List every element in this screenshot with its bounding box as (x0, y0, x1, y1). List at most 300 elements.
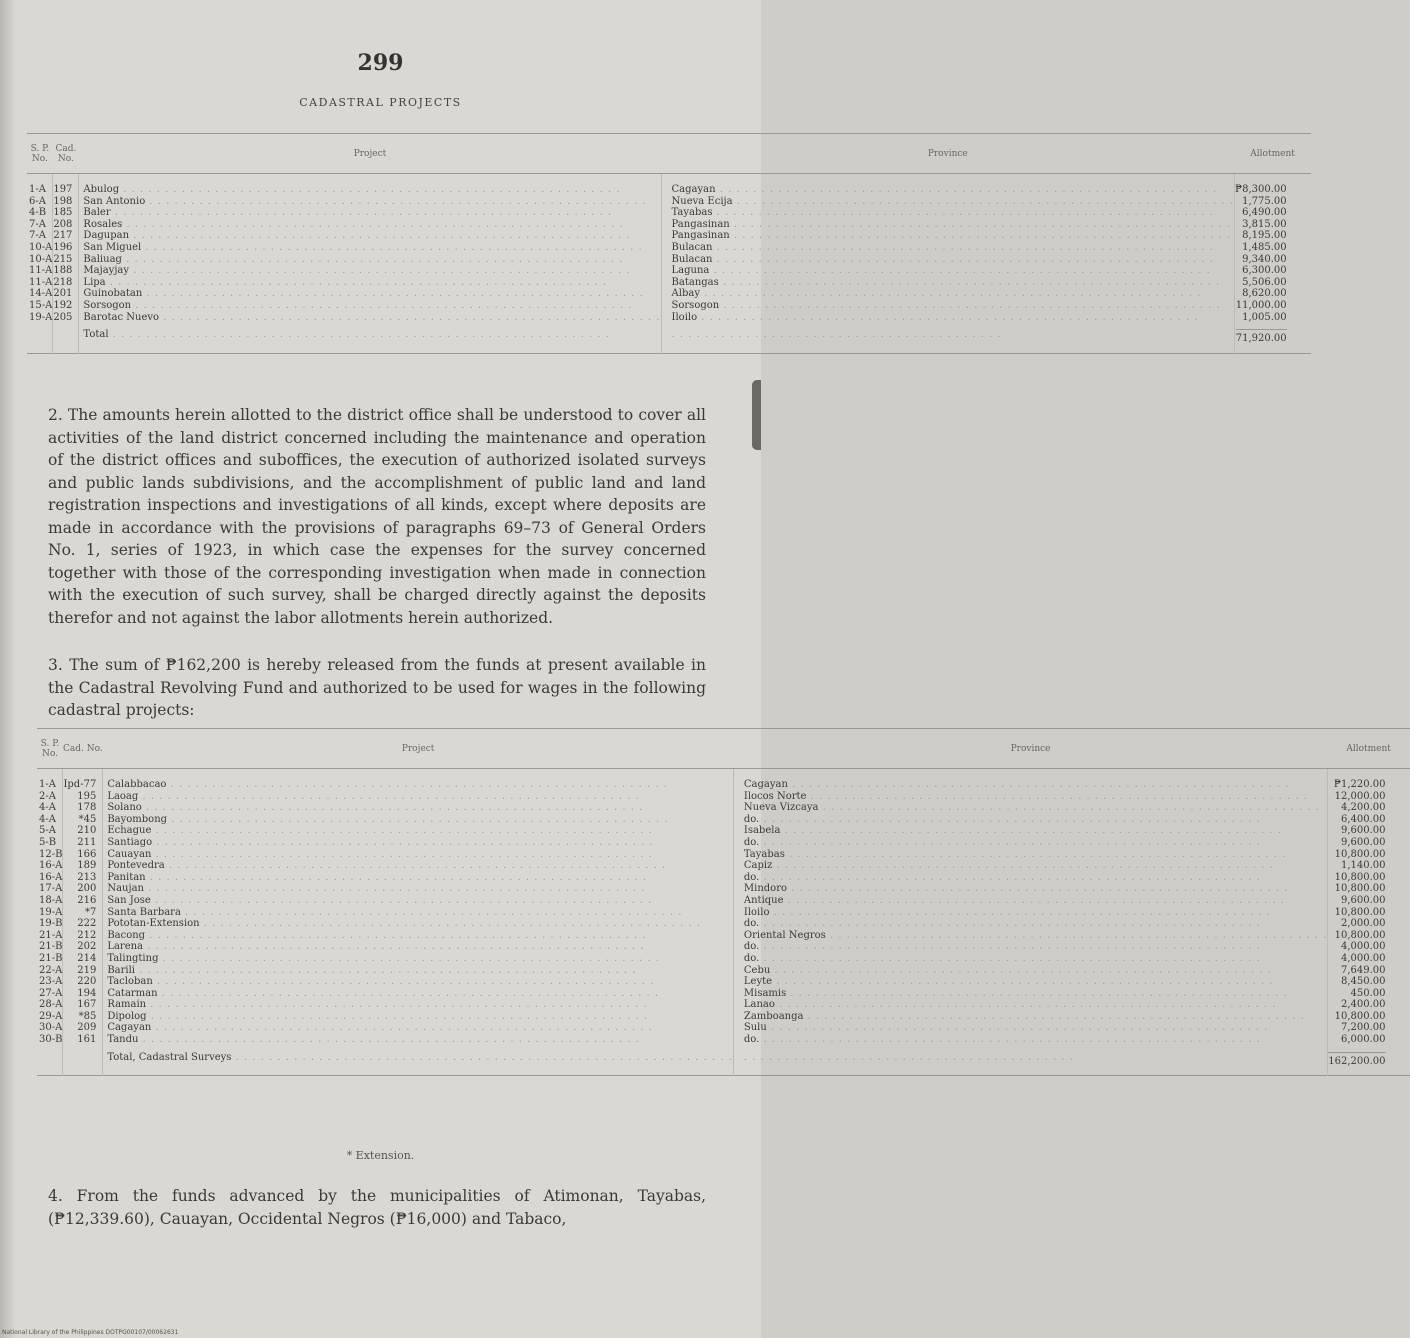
cell-province-text: Ilocos Norte (743, 790, 807, 802)
cell-project (79, 219, 661, 231)
cell-province-text: Tayabas (671, 207, 713, 219)
cell-project-text: Guinobatan (83, 288, 143, 300)
cell-cad-no-text: 219 (77, 964, 97, 976)
cell-province (661, 254, 1235, 266)
cell-province-text: Cebu (743, 964, 771, 976)
cell-project-text: Talingting (107, 952, 159, 964)
cell-province (733, 791, 1327, 803)
cell-project (103, 895, 734, 907)
table-row (37, 860, 1410, 872)
cell-project (103, 1034, 734, 1046)
table-row (37, 999, 1410, 1011)
cell-allotment-text: 10,800.00 (1334, 883, 1386, 895)
cell-allotment-text: 8,620.00 (1242, 288, 1287, 300)
cell-sp-no-text: 21-B (39, 941, 63, 953)
total-label (79, 323, 661, 353)
cell-allotment-text: 11,000.00 (1235, 299, 1287, 311)
cell-sp-no-text: 18-A (39, 894, 63, 906)
cell-sp-no (37, 976, 63, 988)
cell-province (733, 1022, 1327, 1034)
leader-dots: . . . . . . . . . . . . . . . . . . . . . . . . . . . . . . . . . . . . . . . . . . . . . . . . . . . . . . . . . . . . (759, 836, 1261, 848)
cell-project-text: Bayombong (107, 813, 168, 825)
cell-allotment (1235, 254, 1311, 266)
cell-allotment (1235, 219, 1311, 231)
cell-province-text: Leyte (743, 976, 773, 988)
leader-dots: . . . . . . . . . . . . . . . . . . . . . . . . . . . . . . . . . . . . . . . . . . . . . . . . . . . . . . . . . . . . (759, 952, 1261, 964)
total-label-text: Total (83, 329, 109, 341)
cell-project-text: Rosales (83, 218, 123, 230)
cell-province-text: do. (743, 871, 760, 883)
cell-allotment (1328, 907, 1410, 919)
table-header-row (27, 134, 1311, 174)
cell-project (79, 230, 661, 242)
cell-sp-no-text: 6-A (29, 195, 46, 207)
cell-cad-no (53, 254, 79, 266)
cell-cad-no (63, 965, 103, 977)
cell-sp-no (37, 883, 63, 895)
cell-sp-no (37, 907, 63, 919)
cell-province-text: Sulu (743, 1022, 767, 1034)
cell-allotment (1235, 196, 1311, 208)
cell-sp-no (37, 965, 63, 977)
cell-allotment (1235, 288, 1311, 300)
cell-cad-no-text: *45 (78, 813, 97, 825)
cell-allotment (1235, 265, 1311, 277)
cell-allotment (1235, 300, 1311, 312)
cell-allotment (1328, 791, 1410, 803)
leader-dots: . . . . . . . . . . . . . . . . . . . . . . . . . . . . . . . . . . . . . . . . . . . . . . . . . . . . . . . . . . . . (121, 253, 624, 265)
cell-province-text: Isabela (743, 825, 781, 837)
cell-sp-no (27, 300, 53, 312)
cell-cad-no-text: 220 (77, 976, 97, 988)
cell-cad-no-text: 211 (77, 836, 97, 848)
cell-allotment (1328, 953, 1410, 965)
cell-project (103, 999, 734, 1011)
cell-sp-no-text: 4-A (39, 813, 56, 825)
leader-dots: . . . . . . . . . . . . . . . . . . . . . . . . . . . . . . . . . . . . . . . . . . . . . . . . . . . . . . . . . . . . (105, 276, 608, 288)
cell-cad-no (63, 895, 103, 907)
cell-sp-no (27, 277, 53, 289)
table-row (37, 802, 1410, 814)
cell-project-text: Sorsogon (83, 299, 132, 311)
cell-allotment (1235, 242, 1311, 254)
cell-allotment (1328, 895, 1410, 907)
cell-province (733, 953, 1327, 965)
leader-dots: . . . . . . . . . . . . . . . . . . . . . . . . . . . . . . . . . . . . . . . . . . . . . . . . . . . . . . . . . . . . (766, 1022, 1269, 1034)
cell-province-text: Batangas (671, 276, 719, 288)
cell-province-text: Pangasinan (671, 230, 730, 242)
cell-sp-no (37, 953, 63, 965)
table-row (37, 976, 1410, 988)
cell-province (661, 219, 1235, 231)
cell-project-text: San Jose (107, 894, 151, 906)
header-allotment: Allotment (1235, 134, 1311, 174)
cell-cad-no (63, 837, 103, 849)
cell-project (103, 802, 734, 814)
leader-dots: . . . . . . . . . . . . . . . . . . . . . . . . . . . . . . . . . . . . . . . . . . . . . . . . . . . . . . . . . . . . (143, 883, 646, 895)
cell-cad-no-text: 196 (53, 241, 73, 253)
cell-allotment (1328, 860, 1410, 872)
leader-dots: . . . . . . . . . . . . . . . . . . . . . . . . . . . . . . . . . . . . . . . . . . . . . . . . . . . . . . . . . . . . (759, 1034, 1261, 1046)
cell-province-text: Lanao (743, 999, 775, 1011)
paragraph-3: 3. The sum of ₱162,200 is hereby released from the funds at present available in the Cadastral Revolving Fund and authorized to be used for wages in the following cadastral projects: (48, 656, 706, 719)
cell-province-text: Mindoro (743, 883, 787, 895)
cell-sp-no-text: 11-A (29, 265, 53, 277)
total-amount: 71,920.00 (1236, 329, 1287, 345)
cell-cad-no (53, 230, 79, 242)
cell-allotment-text: 2,400.00 (1340, 999, 1386, 1011)
cell-project-text: Barili (107, 964, 135, 976)
cell-province (733, 1034, 1327, 1046)
cell-empty (37, 1046, 63, 1076)
cell-project (103, 941, 734, 953)
cell-sp-no (27, 230, 53, 242)
cell-allotment-text: 10,800.00 (1334, 871, 1386, 883)
cell-sp-no-text: 7-A (29, 218, 46, 230)
cell-project-text: Laoag (107, 790, 139, 802)
cell-province (661, 207, 1235, 219)
cell-cad-no (53, 265, 79, 277)
cell-cad-no (63, 791, 103, 803)
cell-province (661, 300, 1235, 312)
cell-cad-no-text: 167 (77, 999, 97, 1011)
cell-project (103, 791, 734, 803)
cell-project-text: Dipolog (107, 1010, 147, 1022)
leader-dots: . . . . . . . . . . . . . . . . . . . . . . . . . . . . . . . . . . . . . . . . . . . . . . . . . . . . . . . . . . . . (774, 999, 1277, 1011)
cell-sp-no (27, 288, 53, 300)
cell-province (661, 174, 1235, 196)
cell-allotment-text: 1,005.00 (1242, 311, 1287, 323)
cell-cad-no (63, 988, 103, 1000)
cell-sp-no-text: 5-B (39, 836, 57, 848)
cell-cad-no-text: 216 (77, 894, 97, 906)
leader-dots: . . . . . . . . . . . . . . . . . . . . . . . . . . . . . . . . . . . . . . . . . . . . . . . . . . . . . . . . . . . . (142, 288, 644, 300)
cell-sp-no (37, 988, 63, 1000)
cell-cad-no-text: 202 (77, 941, 97, 953)
cell-province-text: Oriental Negros (743, 929, 826, 941)
cell-allotment-text: 9,600.00 (1340, 894, 1386, 906)
leader-dots: . . . . . . . . . . . . . . . . . . . . . . . . . . . . . . . . . . . . . . . . . . . . . . . . . . . . . . . . . . . . (709, 265, 1211, 277)
cell-sp-no-text: 21-B (39, 952, 63, 964)
cell-cad-no-text: 218 (53, 276, 73, 288)
leader-dots: . . . . . . . . . . . . . . . . . . . . . . . . . . . . . . . . . . . . . . . . . . . . . . . . . . . . . . . . . . . . (231, 1051, 733, 1063)
cell-project (103, 814, 734, 826)
cell-allotment-text: 10,800.00 (1334, 848, 1386, 860)
cell-sp-no-text: 28-A (39, 999, 63, 1011)
cell-project (103, 953, 734, 965)
cell-project (103, 860, 734, 872)
cell-province-text: do. (743, 813, 760, 825)
cell-allotment-text: 10,800.00 (1334, 1010, 1386, 1022)
cell-project (103, 872, 734, 884)
table-row (37, 1034, 1410, 1046)
cell-province-text: Nueva Ecija (671, 195, 733, 207)
header-cad-no: Cad. No. (53, 134, 79, 174)
cell-province-text: Iloilo (671, 311, 698, 323)
cell-sp-no-text: 1-A (29, 184, 46, 195)
cell-cad-no-text: 198 (53, 195, 73, 207)
cell-province (733, 802, 1327, 814)
cell-allotment-text: 3,815.00 (1242, 218, 1287, 230)
cell-allotment-text: 4,200.00 (1340, 802, 1386, 814)
cell-province-text: Pangasinan (671, 218, 730, 230)
cell-project-text: Panitan (107, 871, 146, 883)
cell-allotment-text: 10,800.00 (1334, 929, 1386, 941)
cell-sp-no (27, 254, 53, 266)
cell-sp-no (27, 196, 53, 208)
cell-cad-no-text: 212 (77, 929, 97, 941)
leader-dots: . . . . . . . . . . . . . . . . . . . . . . . . . . . . . . . . . . . . . . . . . . . . . . . . . . . . . . . . . . . . (780, 825, 1282, 837)
cell-sp-no (37, 895, 63, 907)
table-row (27, 219, 1311, 231)
table-row (37, 883, 1410, 895)
paragraph-4: 4. From the funds advanced by the municipalities of Atimonan, Tayabas, (₱12,339.60), Cauayan, Occidental Negros (₱16,000) and Tabaco, (48, 1187, 706, 1228)
cell-allotment-text: 9,600.00 (1340, 836, 1386, 848)
cell-province (733, 769, 1327, 791)
cell-cad-no (63, 930, 103, 942)
cell-empty (27, 323, 53, 353)
leader-dots: . . . . . . . . . . . . . . . . . . . . . . . . . . . . . . . . . . . . . . . . . . . . . . . . . . . . . . . . . . . . (129, 265, 631, 277)
table-row (37, 953, 1410, 965)
table-row (37, 907, 1410, 919)
leader-dots: . . . . . . . . . . . . . . . . . . . . . . . . . . . . . . . . . . . . . . . . . . . . . . . . . . . . . . . . . . . . (151, 825, 653, 837)
table-row (27, 207, 1311, 219)
cell-project (103, 883, 734, 895)
cell-sp-no-text: 30-A (39, 1022, 63, 1034)
allotment-table-district (27, 133, 1311, 354)
cell-project-text: Lipa (83, 276, 106, 288)
cell-cad-no-text: 201 (53, 288, 73, 300)
cell-province-text: Bulacan (671, 241, 713, 253)
cell-cad-no-text: 192 (53, 299, 73, 311)
footnote: * Extension. (346, 1149, 415, 1162)
leader-dots: . . . . . . . . . . . . . . . . . . . . . . . . . . . . . . . . . . . . . . . . . . . . . . . . . . . . . . . . . . . . (772, 860, 1274, 872)
table-row (37, 895, 1410, 907)
leader-dots: . . . . . . . . . . . . . . . . . . . . . . . . . . . . . . . . . . . . . . . . (743, 1051, 1075, 1063)
cell-project-text: Ramain (107, 999, 147, 1011)
cell-sp-no (37, 849, 63, 861)
cell-sp-no (37, 1022, 63, 1034)
cell-allotment-text: 2,000.00 (1340, 918, 1386, 930)
leader-dots: . . . . . . . . . . . . . . . . . . . . . . . . . . . . . . . . . . . . . . . . . . . . . . . . . . . . . . . . . . . . (150, 894, 653, 906)
scan-page-edge (0, 0, 14, 1338)
cell-sp-no (37, 814, 63, 826)
cell-sp-no (27, 265, 53, 277)
cell-project (103, 1011, 734, 1023)
cell-province (661, 230, 1235, 242)
table-row (37, 814, 1410, 826)
leader-dots: . . . . . . . . . . . . . . . . . . . . . . . . . . . . . . . . . . . . . . . . . . . . . . . . . . . . . . . . . . . . (138, 790, 640, 802)
table-row (27, 174, 1311, 196)
cell-project (79, 288, 661, 300)
cell-allotment (1328, 849, 1410, 861)
leader-dots: . . . . . . . . . . . . . . . . . . . . . . . . . . . . . . . . . . . . . . . . . . . . . . . . . . . . . . . . . . . . (180, 906, 683, 918)
cell-project (79, 207, 661, 219)
cell-project (103, 930, 734, 942)
cell-sp-no (37, 769, 63, 791)
cell-allotment (1328, 825, 1410, 837)
cell-sp-no-text: 19-A (39, 906, 63, 918)
cell-cad-no-text: 200 (77, 883, 97, 895)
cell-project-text: Cagayan (107, 1022, 152, 1034)
cell-sp-no-text: 4-A (39, 802, 56, 814)
leader-dots: . . . . . . . . . . . . . . . . . . . . . . . . . . . . . . . . . . . . . . . . . . . . . . . . . . . . . . . . . . . . (770, 964, 1272, 976)
leader-dots: . . . . . . . . . . . . . . . . . . . . . . . . . . . . . . . . . . . . . . . . . . . . . . . . . . . . . . . . . . . . (166, 779, 668, 790)
cell-province (661, 277, 1235, 289)
table-row (37, 769, 1410, 791)
cell-project (103, 907, 734, 919)
cell-province (733, 941, 1327, 953)
cell-cad-no (63, 825, 103, 837)
leader-dots: . . . . . . . . . . . . . . . . . . . . . . . . . . . . . . . . . . . . . . . . . . . . . . . . . . . . . . . . . . . . (146, 999, 648, 1011)
cell-sp-no-text: 10-A (29, 253, 53, 265)
cell-allotment (1328, 976, 1410, 988)
cell-sp-no-text: 11-A (29, 276, 53, 288)
cell-project-text: Baler (83, 207, 111, 219)
leader-dots: . . . . . . . . . . . . . . . . . . . . . . . . . . . . . . . . . . . . . . . . . . . . . . . . . . . . . . . . . . . . (729, 230, 1232, 242)
cell-sp-no (27, 207, 53, 219)
leader-dots: . . . . . . . . . . . . . . . . . . . . . . . . . . . . . . . . . . . . . . . . . . . . . . . . . . . . . . . . . . . . (110, 207, 613, 219)
cell-cad-no-text: Ipd-77 (63, 779, 97, 790)
cell-sp-no (27, 312, 53, 324)
cell-province-text: Bulacan (671, 253, 713, 265)
cell-cad-no (63, 941, 103, 953)
table-row (27, 312, 1311, 324)
cell-cad-no-text: 161 (77, 1034, 97, 1046)
cell-cad-no-text: 166 (77, 848, 97, 860)
leader-dots: . . . . . . . . . . . . . . . . . . . . . . . . . . . . . . . . . . . . . . . . . . . . . . . . . . . . . . . . . . . . (818, 802, 1320, 814)
cell-allotment-text: 4,000.00 (1340, 952, 1386, 964)
cell-province (733, 930, 1327, 942)
cell-sp-no-text: 12-B (39, 848, 63, 860)
cell-sp-no-text: 7-A (29, 230, 46, 242)
cell-allotment-text: 6,490.00 (1242, 207, 1287, 219)
cell-cad-no-text: 195 (77, 790, 97, 802)
table-row (27, 288, 1311, 300)
leader-dots: . . . . . . . . . . . . . . . . . . . . . . . . . . . . . . . . . . . . . . . . . . . . . . . . . . . . . . . . . . . . (199, 918, 702, 930)
cell-province (661, 312, 1235, 324)
cell-cad-no (63, 802, 103, 814)
cell-allotment-text: 8,195.00 (1242, 230, 1287, 242)
cell-project (103, 849, 734, 861)
table-row (27, 242, 1311, 254)
cell-empty (53, 323, 79, 353)
leader-dots: . . . . . . . . . . . . . . . . . . . . . . . . . . . . . . . . . . . . . . . . . . . . . . . . . . . . . . . . . . . . (699, 288, 1202, 300)
cell-allotment (1328, 769, 1410, 791)
leader-dots: . . . . . . . . . . . . . . . . . . . . . . . . . . . . . . . . . . . . . . . . . . . . . . . . . . . . . . . . . . . . (729, 218, 1232, 230)
cell-allotment-text: ₱1,220.00 (1333, 779, 1386, 790)
cell-allotment (1328, 1022, 1410, 1034)
cell-project-text: Tandu (107, 1034, 139, 1046)
leader-dots: . . . . . . . . . . . . . . . . . . . . . . . . . . . . . . . . . . . . . . . . . . . . . . . . . . . . . . . . . . . . (715, 184, 1218, 195)
cell-sp-no (37, 860, 63, 872)
table-row (37, 988, 1410, 1000)
cell-project (79, 254, 661, 266)
cell-project (103, 988, 734, 1000)
table-row (37, 930, 1410, 942)
cell-sp-no-text: 10-A (29, 241, 53, 253)
table-row (37, 1022, 1410, 1034)
leader-dots: . . . . . . . . . . . . . . . . . . . . . . . . . . . . . . . . . . . . . . . . (671, 329, 1002, 341)
cell-allotment (1328, 930, 1410, 942)
cell-province (733, 837, 1327, 849)
cell-cad-no-text: 189 (77, 860, 97, 872)
cell-cad-no-text: 208 (53, 218, 73, 230)
cell-project (79, 242, 661, 254)
cell-project-text: Barotac Nuevo (83, 311, 160, 323)
cell-province (661, 288, 1235, 300)
cell-province-text: Iloilo (743, 906, 770, 918)
cell-cad-no-text: 194 (77, 987, 97, 999)
cell-empty (661, 323, 1235, 353)
leader-dots: . . . . . . . . . . . . . . . . . . . . . . . . . . . . . . . . . . . . . . . . . . . . . . . . . . . . . . . . . . . . (787, 779, 1290, 790)
cell-project (79, 277, 661, 289)
cell-project (103, 1022, 734, 1034)
table-row (27, 230, 1311, 242)
cell-project-text: Tacloban (107, 976, 153, 988)
leader-dots: . . . . . . . . . . . . . . . . . . . . . . . . . . . . . . . . . . . . . . . . . . . . . . . . . . . . . . . . . . . . (108, 329, 610, 341)
cell-cad-no-text: 217 (53, 230, 73, 242)
cell-project (79, 265, 661, 277)
cell-allotment (1328, 837, 1410, 849)
cell-cad-no (63, 814, 103, 826)
cell-province-text: Antique (743, 894, 784, 906)
leader-dots: . . . . . . . . . . . . . . . . . . . . . . . . . . . . . . . . . . . . . . . . . . . . . . . . . . . . . . . . . . . . (145, 871, 648, 883)
cell-project-text: Cauayan (107, 848, 152, 860)
table-row (37, 941, 1410, 953)
cell-province-text: Capiz (743, 860, 773, 872)
cell-sp-no-text: 19-B (39, 918, 63, 930)
cell-sp-no (27, 174, 53, 196)
cell-province (733, 825, 1327, 837)
leader-dots: . . . . . . . . . . . . . . . . . . . . . . . . . . . . . . . . . . . . . . . . . . . . . . . . . . . . . . . . . . . . (141, 802, 644, 814)
leader-dots: . . . . . . . . . . . . . . . . . . . . . . . . . . . . . . . . . . . . . . . . . . . . . . . . . . . . . . . . . . . . (759, 813, 1261, 825)
cell-cad-no (63, 883, 103, 895)
cell-allotment-text: 9,600.00 (1340, 825, 1386, 837)
cell-project-text: Catarman (107, 987, 158, 999)
total-amount: 162,200.00 (1328, 1052, 1385, 1068)
leader-dots: . . . . . . . . . . . . . . . . . . . . . . . . . . . . . . . . . . . . . . . . . . . . . . . . . . . . . . . . . . . . (772, 976, 1274, 988)
cell-allotment-text: 6,400.00 (1340, 813, 1386, 825)
leader-dots: . . . . . . . . . . . . . . . . . . . . . . . . . . . . . . . . . . . . . . . . . . . . . . . . . . . . . . . . . . . . (152, 836, 654, 848)
cell-project-text: Baliuag (83, 253, 122, 265)
cell-allotment-text: 8,450.00 (1340, 976, 1386, 988)
cell-cad-no (63, 918, 103, 930)
cell-province (733, 1011, 1327, 1023)
cell-province (733, 907, 1327, 919)
cell-province-text: do. (743, 941, 760, 953)
cell-sp-no-text: 27-A (39, 987, 63, 999)
leader-dots: . . . . . . . . . . . . . . . . . . . . . . . . . . . . . . . . . . . . . . . . . . . . . . . . . . . . . . . . . . . . (131, 299, 633, 311)
cell-allotment-text: 4,000.00 (1340, 941, 1386, 953)
cell-allotment-text: 12,000.00 (1334, 790, 1386, 802)
cell-cad-no-text: *7 (84, 906, 97, 918)
cell-cad-no-text: 214 (77, 952, 97, 964)
cell-sp-no-text: 19-A (29, 311, 53, 323)
paragraph-2: 2. The amounts herein allotted to the district office shall be understood to cover all activities of the land district concerned including the maintenance and operation of the district offices and suboffices, the execution of authorized isolated surveys and public lands subdivisions, and the accomplishment of public land and land registration inspections and investigations of all kinds, except where deposits are made in accordance with the provisions of paragraphs 69–73 of General Orders No. 1, series of 1923, in which case the expenses for the survey concerned together with those of the corresponding investigation when made in connection with the execution of such survey, shall be charged directly against the deposits therefor and not against the labor allotments herein authorized. (48, 406, 706, 627)
cell-project-text: Calabbacao (107, 779, 167, 790)
cell-sp-no (37, 918, 63, 930)
cell-cad-no (53, 312, 79, 324)
leader-dots: . . . . . . . . . . . . . . . . . . . . . . . . . . . . . . . . . . . . . . . . . . . . . . . . . . . . . . . . . . . . (159, 311, 661, 323)
total-label-text: Total, Cadastral Surveys (107, 1051, 232, 1063)
cell-cad-no (53, 277, 79, 289)
cell-allotment (1235, 207, 1311, 219)
cell-province-text: do. (743, 836, 760, 848)
page-number: 299 (357, 50, 404, 76)
leader-dots: . . . . . . . . . . . . . . . . . . . . . . . . . . . . . . . . . . . . . . . . . . . . . . . . . . . . . . . . . . . . (138, 1034, 640, 1046)
cell-sp-no (37, 1011, 63, 1023)
